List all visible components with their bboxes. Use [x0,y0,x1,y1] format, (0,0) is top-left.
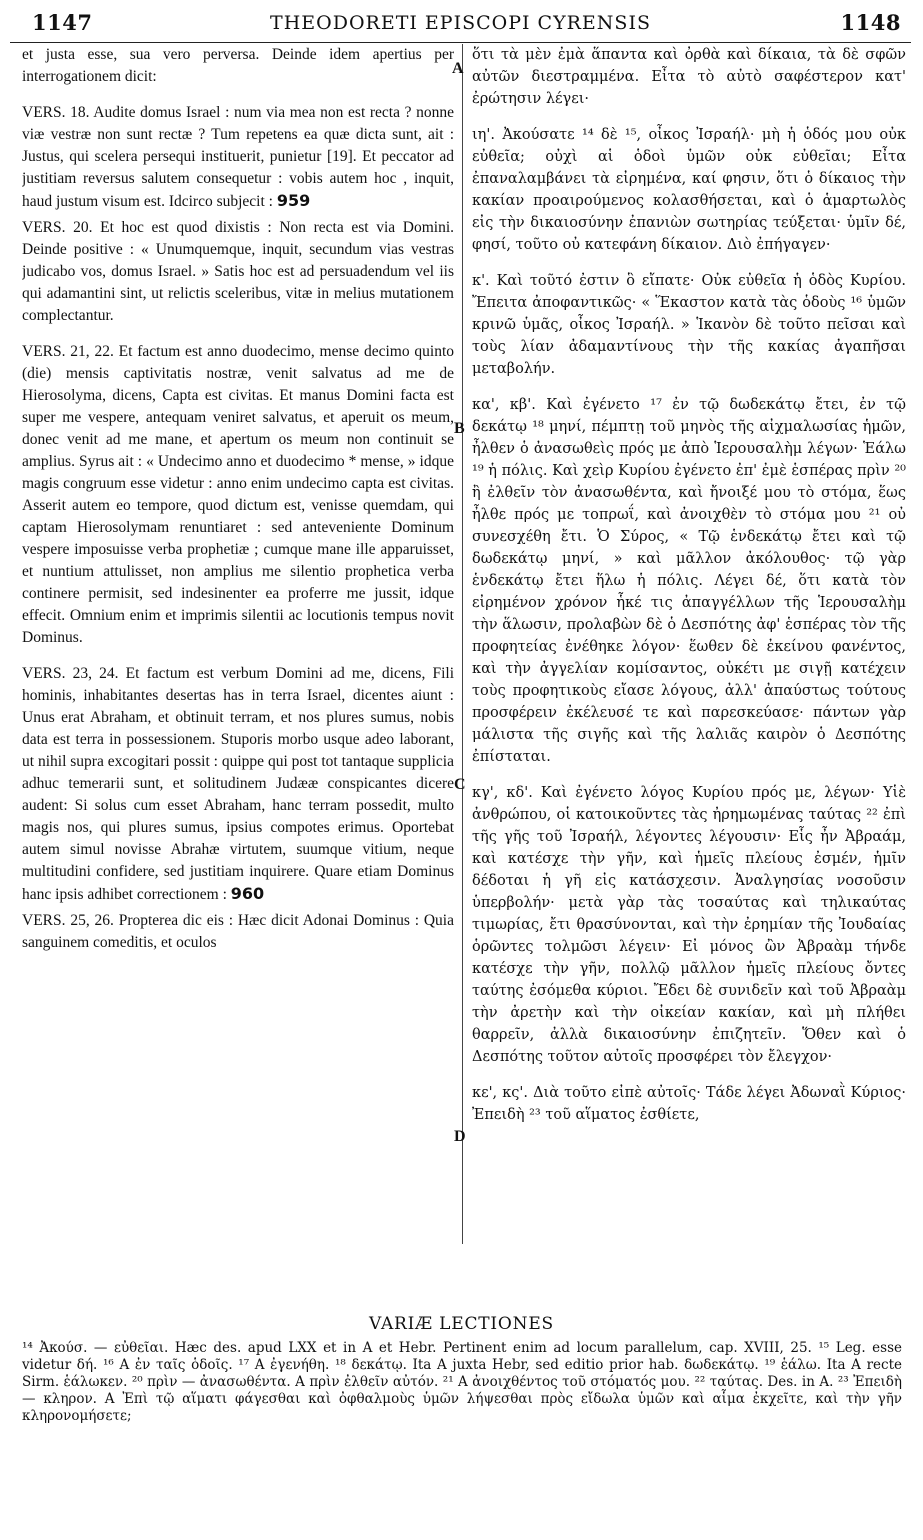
latin-paragraph-5-text: VERS. 23, 24. Et factum est verbum Domini ad me, dicens, Fili hominis, inhabitantes desertas has in terra Israel, dicentes aiunt : Unus erat Abraham, et obtinuit terram, et nos plures sumus, nobis data est terra in possessionem. Stuporis morbo usque adeo laborant, ut nihil supra excogitari possit : quippe qui post tot tantaque supplicia adhuc temerarii sunt, et solitudinem Judææ conspicantes dicere audent: Si solus cum esset Abraham, hanc terram possedit, multo magis nos, qui plures sumus, ipsius compotes erimus. Oportebat autem simul novisse Abrahæ virtutem, suumque vitium, neque multitudini confidere, sed justitiam inquirere. Quare etiam Dominus hanc ipsis adhibet correctionem : [22,665,454,903]
greek-paragraph-4: κα', κβ'. Καὶ ἐγένετο ¹⁷ ἐν τῷ δωδεκάτῳ ἔτει, ἐν τῷ δεκάτῳ ¹⁸ μηνί, πέμπτῃ τοῦ μηνὸς τῆς αἰχμαλωσίας ἡμῶν, ἦλθεν ὁ ἀνασωθεὶς πρός με ἀπὸ Ἱερουσαλὴμ λέγων· Ἑάλω ¹⁹ ἡ πόλις. Καὶ χεὶρ Κυρίου ἐγένετο ἐπ' ἐμὲ ἑσπέρας πρὶν ²⁰ ἢ ἐλθεῖν τὸν ἀνασωθέντα, καὶ ἤνοιξέ μου τὸ στόμα, ἕως ἦλθε πρός με τοπρωΐ, καὶ ἀνοιχθὲν τὸ στόμα μου ²¹ οὐ συνεσχέθη ἔτι. Ὁ Σύρος, « Τῷ ἑνδεκάτῳ ἔτει καὶ τῷ δωδεκάτῳ μηνί, » καὶ μᾶλλον ἀκόλουθος· τῷ γὰρ ἑνδεκάτῳ ἔτει ἥλω ἡ πόλις. Λέγει δέ, ὅτι κατὰ τὸν εἰρημένον χρόνον ἧκέ τις ἀπαγγέλλων τῆς Ἱερουσαλὴμ τὴν ἅλωσιν, προλαβὼν δὲ ὁ Δεσπότης ἀφ' ἑσπέρας τὸν τῆς προφητείας ἐνέθηκε λόγον· ἕωθεν δὲ ἐκείνου φανέντος, καὶ τὴν ἀγγελίαν κομίσαντος, οὐκέτι με σιγῇ κατέχειν τοὺς προφητικοὺς εἴασε λόγους, ἀλλ' ἀπαύστως τούτους προσφέρειν ἐκέλευσέ τε καὶ παρεσκεύασε· πάντων γὰρ μάλιστα τῆς σιγῆς καὶ τῆς λαλιᾶς καιρὸν ὁ Δεσπότης ἐπίσταται. [472,397,906,765]
page-number-left: 1147 [32,10,93,35]
latin-paragraph-1: et justa esse, sua vero perversa. Deinde idem apertius per interrogationem dicit: [22,46,454,85]
variae-lectiones-heading: VARIÆ LECTIONES [369,1314,554,1334]
latin-paragraph-2 [22,102,454,213]
variae-lectiones-notes [22,1340,902,1425]
variae-lectiones-text: ¹⁴ Ἀκούσ. — εὐθεῖαι. Hæc des. apud LXX et in A et Hebr. Pertinent enim ad locum parallelum, cap. XVIII, 25. ¹⁵ Leg. esse videtur δή. ¹⁶ A ἐν ταῖς ὁδοῖς. ¹⁷ A ἐγενήθη. ¹⁸ δεκάτῳ. Ita A juxta Hebr, sed editio prior hab. δωδεκάτῳ. ¹⁹ ἑάλω. Ita A recte Sirm. ἑάλωκεν. ²⁰ πρὶν — ἀνασωθέντα. A πρὶν ἐλθεῖν αὐτόν. ²¹ A ἀνοιχθέντος τοῦ στόματός μου. ²² ταύτας. Des. in A. ²³ Ἐπειδὴ — κληρον. A Ἐπὶ τῷ αἵματι φάγεσθαι καὶ ὀφθαλμοὺς ὑμῶν λήψεσθαι πρὸς εἴδωλα ὑμῶν καὶ αἷμα ἐκχεῖτε, καὶ τὴν γῆν κληρονομήσετε; [22,1340,902,1424]
latin-paragraph-3: VERS. 20. Et hoc est quod dixistis : Non recta est via Domini. Deinde positive : « Unumquemque, inquit, secundum vias vestras judicabo vos, domus Israel. » Satis hoc est ad persuadendum vel iis qui adamantini sint, ut relictis sceleribus, vitæ in melius mutationem complectantur. [22,219,454,324]
margin-marker-d: D [454,1128,466,1145]
latin-paragraph-2-text: VERS. 18. Audite domus Israel : num via mea non est recta ? nonne viæ vestræ non sunt rectæ ? Tum repetens ea quæ dicta sunt, ait : Justus, qui scelera persequi instituerit, punietur [19]. Et peccator ad justitiam reversus salutem consequetur : vobis autem hoc , inquit, haud justum visum est. Idcirco subjecit : [22,104,454,210]
page-number-right: 1148 [840,10,901,35]
page-header [10,8,911,43]
greek-paragraph-5: κγ', κδ'. Καὶ ἐγένετο λόγος Κυρίου πρός με, λέγων· Υἱὲ ἀνθρώπου, οἱ κατοικοῦντες τὰς ἠρημωμένας ταύτας ²² ἐπὶ τῆς γῆς τοῦ Ἰσραήλ, λέγοντες λέγουσιν· Εἷς ἦν Ἀβραάμ, καὶ κατέσχε τὴν γῆν, καὶ ἡμεῖς πλείους ἐσμέν, ἡμῖν δέδοται ἡ γῆ εἰς κατάσχεσιν. Ἀναλγησίας νοσοῦσιν ὑπερβολήν· μετὰ γὰρ τὰς τοσαύτας καὶ τηλικαύτας τιμωρίας, ἔτι θρασύνονται, καὶ τὴν ἐρημίαν τῆς Ἰουδαίας ὁρῶντες τολμῶσι λέγειν· Εἰ μόνος ὢν Ἀβραὰμ τήνδε κατέσχε τὴν γῆν, πολλῷ μᾶλλον ἡμεῖς πλείους ὄντες ταύτης ἐσόμεθα κύριοι. Ἔδει δὲ συνιδεῖν καὶ τοῦ Ἀβραὰμ τὴν ἀρετὴν καὶ τὴν οἰκείαν κακίαν, καὶ μὴ πλήθει θαρρεῖν, ἀλλὰ δικαιοσύνην ἐπιζητεῖν. Ὅθεν καὶ ὁ Δεσπότης τοῦτον αὐτοῖς προσφέρει τὸν ἔλεγχον· [472,785,906,1065]
greek-paragraph-6: κε', κς'. Διὰ τοῦτο εἰπὲ αὐτοῖς· Τάδε λέγει Ἀδωναῒ Κύριος· Ἐπειδὴ ²³ τοῦ αἵματος ἐσθίετε, [472,1085,906,1123]
greek-paragraph-1: ὅτι τὰ μὲν ἐμὰ ἅπαντα καὶ ὀρθὰ καὶ δίκαια, τὰ δὲ σφῶν αὐτῶν διεστραμμένα. Εἶτα τὸ αὐτὸ σαφέστερον κατ' ἐρώτησιν λέγει· [472,47,906,107]
greek-column [472,44,906,1244]
margin-marker-a: A [452,60,464,77]
latin-column [22,44,454,1244]
latin-paragraph-5 [22,663,454,906]
column-number-959: 959 [276,191,311,210]
greek-paragraph-3: κ'. Καὶ τοῦτό ἐστιν ὃ εἴπατε· Οὐκ εὐθεῖα ἡ ὁδὸς Κυρίου. Ἔπειτα ἀποφαντικῶς· « Ἕκαστον κατὰ τὰς ὁδοὺς ¹⁶ ὑμῶν κρινῶ ὑμᾶς, οἶκος Ἰσραήλ. » Ἱκανὸν δὲ τοῦτο πεῖσαι καὶ τοὺς λίαν ἀδαμαντίνους τὴν τῆς κακίας ἀγαπῆσαι μεταβολήν. [472,273,906,377]
latin-paragraph-6: VERS. 25, 26. Propterea dic eis : Hæc dicit Adonai Dominus : Quia sanguinem comeditis, et oculos [22,912,454,951]
latin-paragraph-4: VERS. 21, 22. Et factum est anno duodecimo, mense decimo quinto (die) mensis captivitatis nostræ, venit salvatus ad me de Hierosolyma, dicens, Capta est civitas. Et manus Domini facta est super me vespere, antequam veniret salvatus, et aperuit os meum, donec venit ad me mane, et apertum os meum non continuit se amplius. Syrus ait : « Undecimo anno et duodecimo * mense, » idque magis congruum esse videtur : anno enim undecimo capta est civitas. Asserit autem eo tempore, quod dictum est, venisse quemdam, qui captam Hierosolymam renuntiaret : sed anteveniente Dominum vespere imposuisse verba prophetiæ ; cumque mane ille apparuisset, et nuntium attulisset, non amplius me silentio prophetica verba continere permisit, sed indesinenter ea proferre me jussit, idque effecit. Omnium enim et imprimis silentii ac locutionis tempus novit Dominus. [22,343,454,646]
column-number-960: 960 [230,884,265,903]
column-divider [462,44,463,1244]
margin-marker-c: C [454,776,466,793]
margin-marker-b: B [454,420,465,437]
greek-paragraph-2: ιη'. Ἀκούσατε ¹⁴ δὲ ¹⁵, οἶκος Ἰσραήλ· μὴ ἡ ὁδός μου οὐκ εὐθεῖα; οὐχὶ αἱ ὁδοὶ ὑμῶν οὐκ εὐθεῖαι; Εἶτα ἐπαναλαμβάνει τὰ εἰρημένα, καί φησιν, ὅτι ὁ δίκαιος τὴν κακίαν προαιρούμενος κολασθήσεται, καὶ ὁ ἁμαρτωλὸς εἰς τὴν δικαιοσύνην ἐπανιὼν σωτηρίας τεύξεται· ὑμῖν δέ, φησί, τοῦτο οὐ κατεφάνη δίκαιον. Διὸ ἐπήγαγεν· [472,127,906,253]
running-title: THEODORETI EPISCOPI CYRENSIS [270,12,651,34]
